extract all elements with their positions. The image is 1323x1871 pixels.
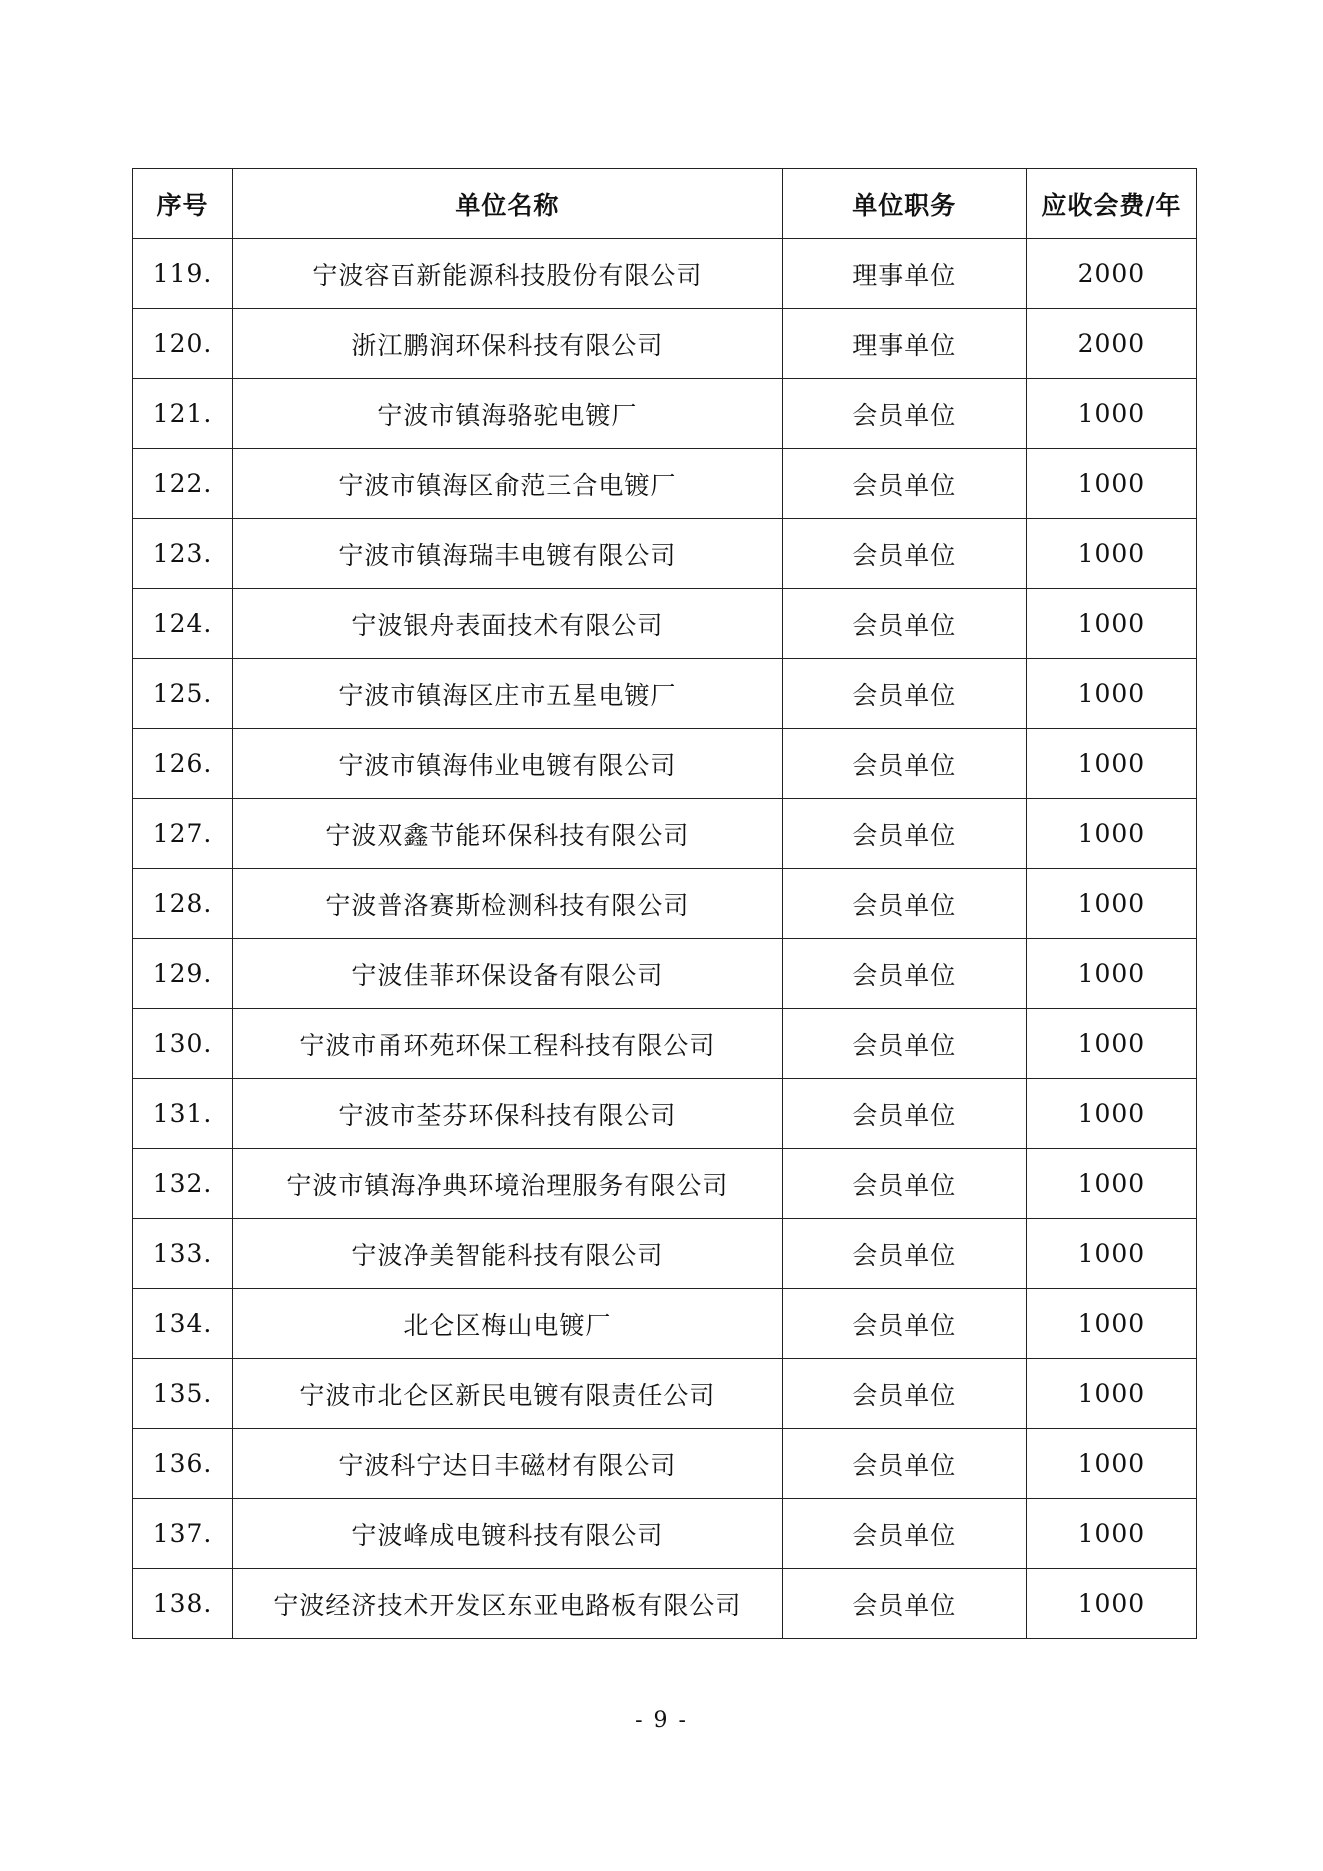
row-number-cell: 136. [133,1429,233,1499]
header-unit-name: 单位名称 [233,169,783,239]
unit-role-cell: 会员单位 [782,1219,1026,1289]
unit-name-cell: 宁波市镇海瑞丰电镀有限公司 [233,519,783,589]
unit-name-cell: 宁波佳菲环保设备有限公司 [233,939,783,1009]
unit-role-cell: 会员单位 [782,1289,1026,1359]
unit-name-cell: 宁波市镇海骆驼电镀厂 [233,379,783,449]
annual-fee-cell: 1000 [1026,1149,1196,1219]
unit-role-cell: 理事单位 [782,239,1026,309]
table-row [133,309,1197,379]
header-annual-fee: 应收会费/年 [1026,169,1196,239]
unit-name-cell: 宁波经济技术开发区东亚电路板有限公司 [233,1569,783,1639]
row-number-cell: 119. [133,239,233,309]
table-row [133,1359,1197,1429]
row-number-cell: 134. [133,1289,233,1359]
unit-role-cell: 会员单位 [782,939,1026,1009]
table-header-row [133,169,1197,239]
unit-name-cell: 宁波市镇海区庄市五星电镀厂 [233,659,783,729]
header-unit-role: 单位职务 [782,169,1026,239]
unit-role-cell: 会员单位 [782,729,1026,799]
table-row [133,1219,1197,1289]
unit-name-cell: 宁波市荃芬环保科技有限公司 [233,1079,783,1149]
annual-fee-cell: 2000 [1026,309,1196,379]
unit-role-cell: 会员单位 [782,1079,1026,1149]
row-number-cell: 130. [133,1009,233,1079]
table-row [133,519,1197,589]
unit-role-cell: 会员单位 [782,869,1026,939]
unit-name-cell: 宁波科宁达日丰磁材有限公司 [233,1429,783,1499]
unit-role-cell: 会员单位 [782,1149,1026,1219]
row-number-cell: 123. [133,519,233,589]
row-number-cell: 138. [133,1569,233,1639]
unit-name-cell: 浙江鹏润环保科技有限公司 [233,309,783,379]
row-number-cell: 124. [133,589,233,659]
annual-fee-cell: 1000 [1026,1219,1196,1289]
annual-fee-cell: 1000 [1026,799,1196,869]
unit-name-cell: 宁波市镇海净典环境治理服务有限公司 [233,1149,783,1219]
row-number-cell: 127. [133,799,233,869]
table-row [133,1149,1197,1219]
row-number-cell: 125. [133,659,233,729]
unit-role-cell: 会员单位 [782,1359,1026,1429]
annual-fee-cell: 1000 [1026,729,1196,799]
table-row [133,869,1197,939]
row-number-cell: 121. [133,379,233,449]
unit-role-cell: 会员单位 [782,799,1026,869]
table-row [133,939,1197,1009]
row-number-cell: 133. [133,1219,233,1289]
unit-role-cell: 会员单位 [782,589,1026,659]
unit-name-cell: 北仑区梅山电镀厂 [233,1289,783,1359]
unit-role-cell: 会员单位 [782,659,1026,729]
row-number-cell: 135. [133,1359,233,1429]
table-row [133,1499,1197,1569]
annual-fee-cell: 1000 [1026,1079,1196,1149]
unit-name-cell: 宁波市北仑区新民电镀有限责任公司 [233,1359,783,1429]
annual-fee-cell: 1000 [1026,1569,1196,1639]
unit-name-cell: 宁波净美智能科技有限公司 [233,1219,783,1289]
unit-role-cell: 会员单位 [782,449,1026,519]
row-number-cell: 120. [133,309,233,379]
table-row [133,449,1197,519]
annual-fee-cell: 2000 [1026,239,1196,309]
unit-name-cell: 宁波市甬环苑环保工程科技有限公司 [233,1009,783,1079]
table-row [133,659,1197,729]
unit-role-cell: 会员单位 [782,1499,1026,1569]
unit-name-cell: 宁波容百新能源科技股份有限公司 [233,239,783,309]
row-number-cell: 126. [133,729,233,799]
table-row [133,1079,1197,1149]
annual-fee-cell: 1000 [1026,869,1196,939]
annual-fee-cell: 1000 [1026,379,1196,449]
annual-fee-cell: 1000 [1026,449,1196,519]
unit-role-cell: 会员单位 [782,519,1026,589]
unit-role-cell: 会员单位 [782,379,1026,449]
annual-fee-cell: 1000 [1026,1499,1196,1569]
row-number-cell: 132. [133,1149,233,1219]
unit-name-cell: 宁波双鑫节能环保科技有限公司 [233,799,783,869]
table-row [133,1429,1197,1499]
annual-fee-cell: 1000 [1026,1289,1196,1359]
unit-role-cell: 会员单位 [782,1009,1026,1079]
table-row [133,729,1197,799]
table-row [133,799,1197,869]
table-row [133,379,1197,449]
annual-fee-cell: 1000 [1026,1359,1196,1429]
unit-name-cell: 宁波银舟表面技术有限公司 [233,589,783,659]
unit-name-cell: 宁波普洛赛斯检测科技有限公司 [233,869,783,939]
row-number-cell: 128. [133,869,233,939]
annual-fee-cell: 1000 [1026,939,1196,1009]
unit-role-cell: 理事单位 [782,309,1026,379]
table-row [133,1289,1197,1359]
member-fee-table [132,168,1197,1639]
annual-fee-cell: 1000 [1026,519,1196,589]
row-number-cell: 122. [133,449,233,519]
unit-name-cell: 宁波市镇海区俞范三合电镀厂 [233,449,783,519]
table-row [133,1569,1197,1639]
table-body [133,239,1197,1639]
unit-name-cell: 宁波峰成电镀科技有限公司 [233,1499,783,1569]
table-row [133,239,1197,309]
table-row [133,589,1197,659]
annual-fee-cell: 1000 [1026,659,1196,729]
unit-name-cell: 宁波市镇海伟业电镀有限公司 [233,729,783,799]
row-number-cell: 131. [133,1079,233,1149]
row-number-cell: 129. [133,939,233,1009]
annual-fee-cell: 1000 [1026,589,1196,659]
unit-role-cell: 会员单位 [782,1569,1026,1639]
page-number: - 9 - [635,1708,688,1733]
header-no: 序号 [133,169,233,239]
annual-fee-cell: 1000 [1026,1429,1196,1499]
annual-fee-cell: 1000 [1026,1009,1196,1079]
table-row [133,1009,1197,1079]
unit-role-cell: 会员单位 [782,1429,1026,1499]
row-number-cell: 137. [133,1499,233,1569]
